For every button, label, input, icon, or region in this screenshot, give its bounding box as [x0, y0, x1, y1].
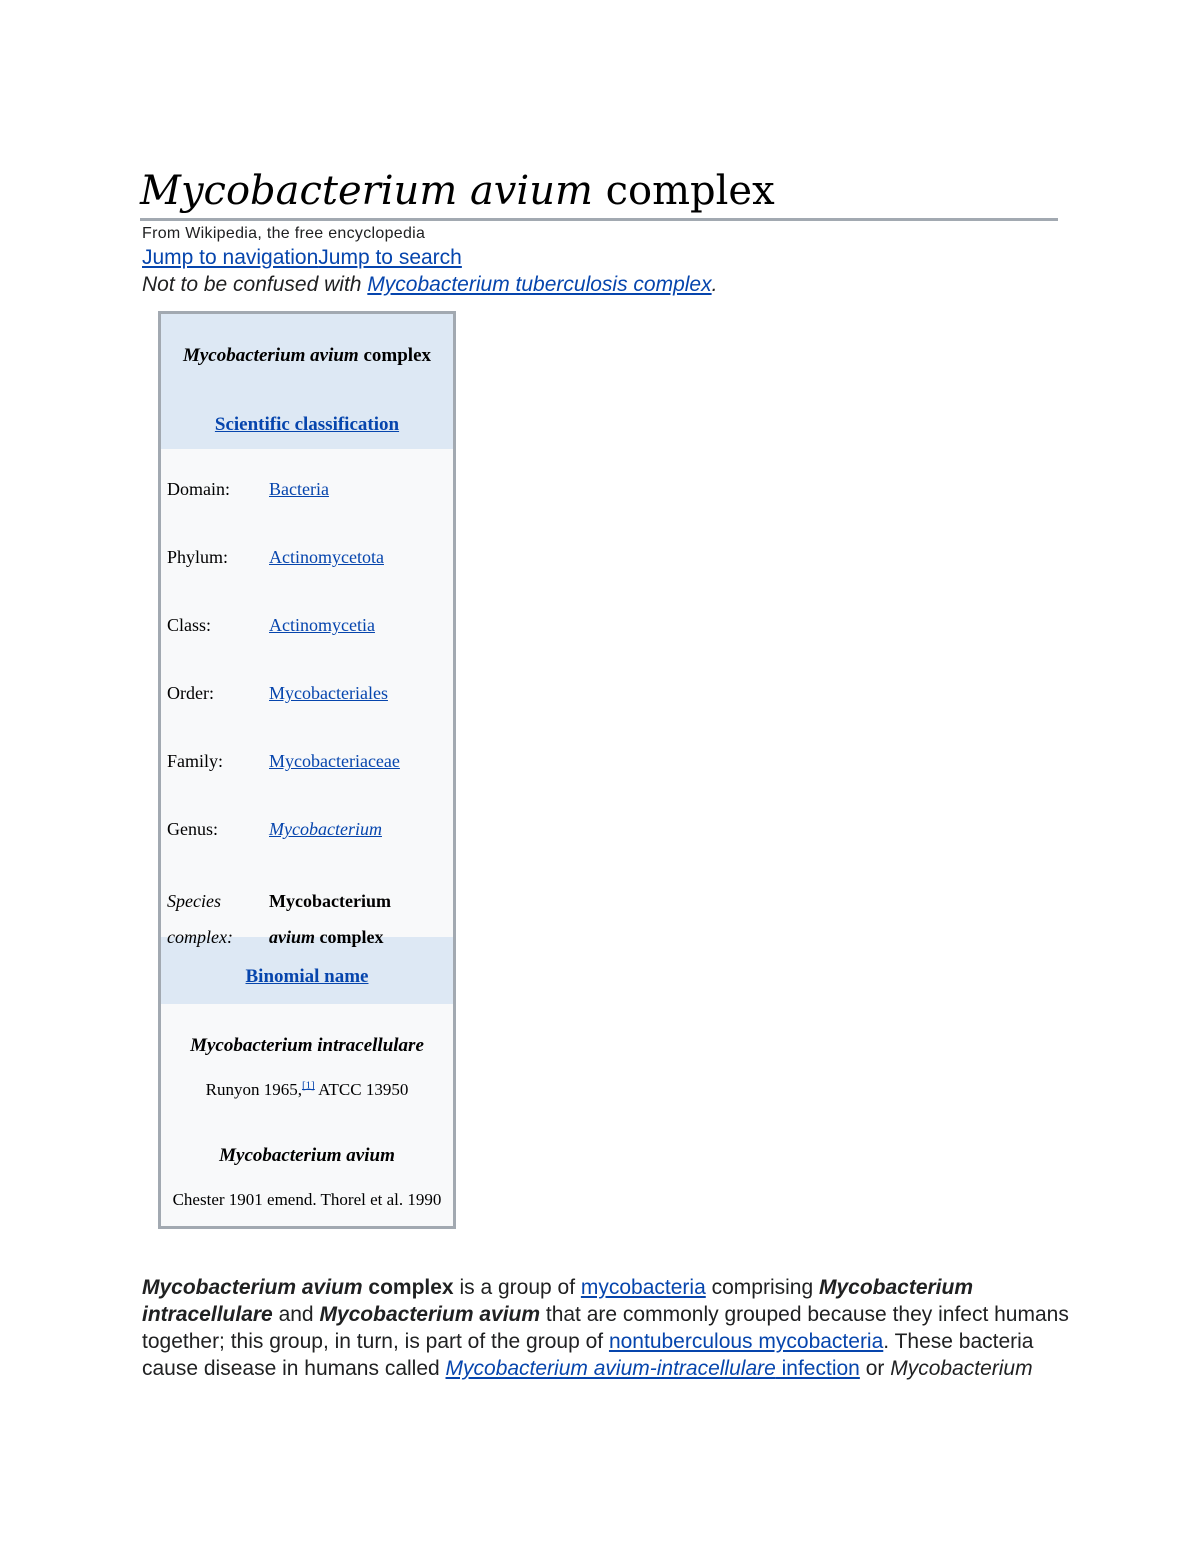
jump-links: [142, 246, 462, 270]
taxon-label: Class:: [167, 615, 212, 635]
scientific-classification-link[interactable]: Scientific classification: [214, 414, 400, 435]
binomial-names: [161, 1004, 453, 1226]
taxobox: [158, 311, 456, 1229]
site-tagline: From Wikipedia, the free encyclopedia: [142, 225, 426, 242]
binomial-name-link[interactable]: Binomial name: [245, 966, 369, 987]
taxon-value-link[interactable]: Bacteria: [269, 479, 329, 499]
reference-link[interactable]: [1]: [301, 1079, 315, 1092]
lead-bold-italic: Mycobacterium avium: [319, 1303, 541, 1326]
taxon-label: Genus:: [167, 819, 218, 839]
binomial-authority: [161, 1078, 453, 1102]
taxon-label: Order:: [167, 683, 214, 703]
lead-text: comprising: [705, 1276, 819, 1299]
binomial-name: Mycobacterium avium: [219, 1145, 395, 1166]
mai-infection-italic: Mycobacterium avium-intracellulare: [445, 1357, 776, 1380]
taxon-value-link[interactable]: Actinomycetota: [269, 547, 384, 567]
mai-infection-rest: infection: [775, 1357, 860, 1380]
taxon-value-link[interactable]: Mycobacteriales: [269, 683, 388, 703]
nontuberculous-mycobacteria-link[interactable]: nontuberculous mycobacteria: [608, 1330, 884, 1353]
taxon-label: Phylum:: [167, 547, 229, 567]
taxon-row-order: [161, 653, 453, 721]
lead-text: that are commonly grouped because they infect humans together; this group, in turn, is part of the group of: [142, 1303, 1069, 1353]
mycobacteria-link[interactable]: mycobacteria: [580, 1276, 706, 1299]
species-value-rest: complex: [315, 927, 384, 947]
taxon-value-link[interactable]: Mycobacterium: [269, 819, 382, 839]
taxon-value-link[interactable]: Mycobacteriaceae: [269, 751, 400, 771]
lead-text: or: [859, 1357, 891, 1380]
page-title: [140, 166, 1058, 221]
authority-text: Runyon 1965,: [205, 1080, 302, 1099]
taxobox-title: [161, 314, 453, 382]
taxon-value-link[interactable]: Actinomycetia: [269, 615, 375, 635]
jump-to-search-link[interactable]: Jump to search: [318, 246, 462, 269]
species-label-line1: Species: [167, 891, 221, 911]
taxon-row-species-complex: [161, 857, 453, 947]
lead-text: . These bacteria cause disease in humans called: [142, 1330, 1034, 1380]
binomial-authority: Chester 1901 emend. Thorel et al. 1990: [172, 1190, 442, 1209]
page-title-italic: Mycobacterium avium: [140, 168, 593, 214]
lead-bold: complex: [362, 1276, 454, 1299]
species-complex-value: [269, 883, 391, 955]
taxobox-title-italic: Mycobacterium avium: [182, 345, 359, 366]
jump-to-navigation-link[interactable]: Jump to navigation: [142, 246, 319, 269]
lead-italic: Mycobacterium: [890, 1357, 1033, 1380]
taxon-row-phylum: [161, 517, 453, 585]
taxon-label: [167, 883, 233, 955]
species-value-line1: Mycobacterium: [269, 891, 391, 911]
taxon-label: Domain:: [167, 479, 230, 499]
authority-text-rest: ATCC 13950: [314, 1080, 409, 1099]
hatnote-link[interactable]: Mycobacterium tuberculosis complex: [367, 273, 712, 296]
species-label-line2: complex:: [167, 927, 233, 947]
binomial-name: Mycobacterium intracellulare: [190, 1035, 424, 1056]
scientific-classification-header: [161, 382, 453, 449]
lead-paragraph: [142, 1274, 1072, 1382]
hatnote-prefix: Not to be confused with: [142, 273, 368, 296]
lead-bold-italic: Mycobacterium avium: [142, 1276, 363, 1299]
lead-text: is a group of: [453, 1276, 581, 1299]
mai-infection-link[interactable]: [446, 1357, 860, 1380]
lead-bold-italic: Mycobacterium intracellulare: [142, 1276, 974, 1326]
lead-text: and: [272, 1303, 320, 1326]
taxon-row-genus: [161, 789, 453, 857]
taxon-row-class: [161, 585, 453, 653]
hatnote: [142, 273, 717, 297]
taxobox-title-rest: complex: [358, 345, 432, 366]
species-value-italic: avium: [269, 927, 316, 947]
taxon-row-family: [161, 721, 453, 789]
taxon-row-domain: [161, 449, 453, 517]
hatnote-suffix: .: [711, 273, 718, 296]
page-title-rest: complex: [592, 168, 775, 214]
taxon-label: Family:: [167, 751, 224, 771]
